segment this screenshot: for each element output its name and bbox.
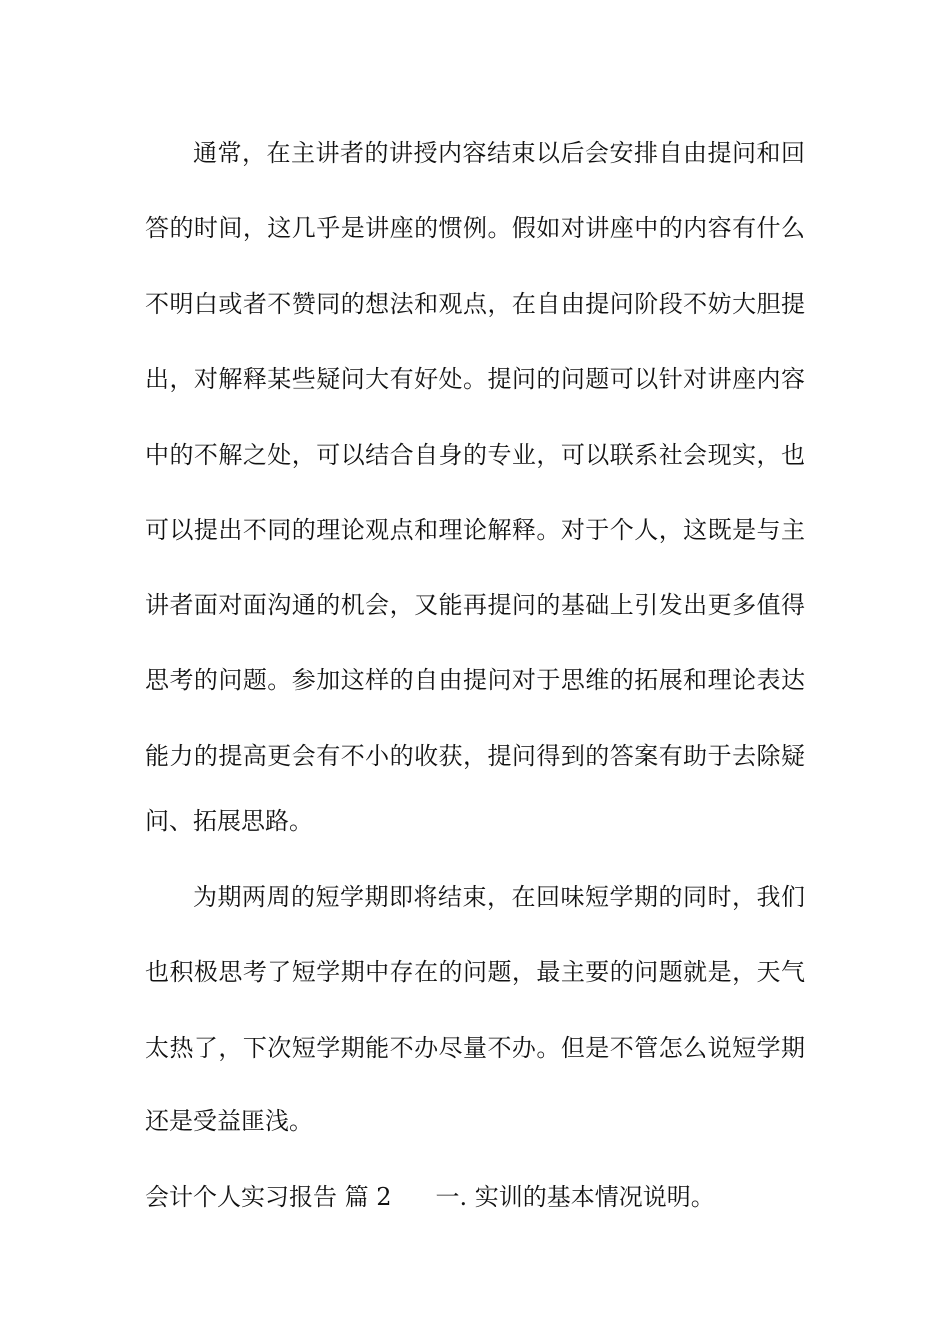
paragraph-1-line-6: 可以提出不同的理论观点和理论解释。对于个人，这既是与主 bbox=[145, 516, 805, 544]
paragraph-1-line-8: 思考的问题。参加这样的自由提问对于思维的拓展和理论表达 bbox=[145, 666, 805, 694]
paragraph-1-line-5: 中的不解之处，可以结合自身的专业，可以联系社会现实，也 bbox=[145, 441, 805, 469]
paragraph-2-line-1: 为期两周的短学期即将结束，在回味短学期的同时，我们 bbox=[193, 883, 805, 911]
section-heading bbox=[145, 1177, 715, 1217]
paragraph-2-line-3: 太热了，下次短学期能不办尽量不办。但是不管怎么说短学期 bbox=[145, 1034, 805, 1062]
paragraph-1-line-1: 通常，在主讲者的讲授内容结束以后会安排自由提问和回 bbox=[193, 139, 805, 167]
paragraph-2-line-4: 还是受益匪浅。 bbox=[145, 1107, 313, 1135]
paragraph-2-line-2: 也积极思考了短学期中存在的问题，最主要的问题就是，天气 bbox=[145, 958, 805, 986]
paragraph-1-line-7: 讲者面对面沟通的机会，又能再提问的基础上引发出更多值得 bbox=[145, 591, 805, 619]
section-subtitle: 一. 实训的基本情况说明。 bbox=[435, 1183, 715, 1211]
paragraph-1-line-10: 问、拓展思路。 bbox=[145, 807, 313, 835]
paragraph-1-line-9: 能力的提高更会有不小的收获，提问得到的答案有助于去除疑 bbox=[145, 742, 805, 770]
paragraph-1-line-2: 答的时间，这几乎是讲座的惯例。假如对讲座中的内容有什么 bbox=[145, 214, 805, 242]
paragraph-1-line-4: 出，对解释某些疑问大有好处。提问的问题可以针对讲座内容 bbox=[145, 365, 805, 393]
paragraph-1-line-3: 不明白或者不赞同的想法和观点，在自由提问阶段不妨大胆提 bbox=[145, 290, 805, 318]
report-title: 会计个人实习报告 篇 2 bbox=[145, 1183, 392, 1211]
